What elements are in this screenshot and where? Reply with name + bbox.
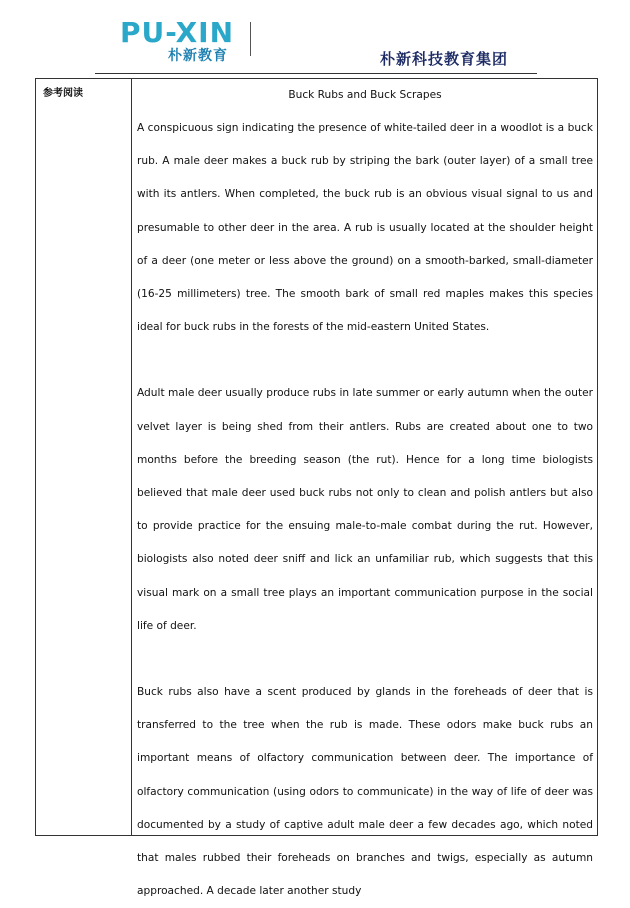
column-divider [131,79,132,835]
paragraph-2: Adult male deer usually produce rubs in late summer or early autumn when the outer velvet layer is being shed from their antlers. Rubs are created about one to two months before the breeding season (the rut). Hence for a long time biologists believed that male deer used buck rubs not only to clean and polish antlers but also to provide practice for the ensuing male-to-male combat during the rut. However, biologists also noted deer sniff and lick an unfamiliar rub, which suggests that this visual mark on a small tree plays an important communication purpose in the social life of deer. [137,387,593,632]
puxin-logo [120,16,245,64]
header-rule [95,73,537,74]
logo-subtitle: 朴新教育 [168,48,228,64]
paragraph-spacer [137,344,593,377]
reading-table [35,78,598,898]
brand-name: 朴新科技教育集团 [380,50,509,68]
paragraph-3: Buck rubs also have a scent produced by glands in the foreheads of deer that is transferred to the tree when the rub is made. These odors make buck rubs an important means of olfactory communication between deer. The importance of olfactory communication (using odors to communicate) in the way of life of deer was documented by a study of captive adult male deer a few decades ago, which noted that males rubbed their foreheads on branches and twigs, especially as autumn approached. A decade later another study [137,686,593,898]
section-label: 参考阅读 [43,88,83,99]
paragraph-spacer [137,643,593,676]
logo-wordmark: PU-XIN [120,16,235,49]
passage-title: Buck Rubs and Buck Scrapes [288,89,442,101]
page-header [0,0,630,80]
logo-divider [250,22,251,56]
reading-content [137,79,593,908]
paragraph-1: A conspicuous sign indicating the presence of white-tailed deer in a woodlot is a buck rub. A male deer makes a buck rub by striping the bark (outer layer) of a small tree with its antlers. When completed, the buck rub is an obvious visual signal to us and presumable to other deer in the area. A rub is usually located at the shoulder height of a deer (one meter or less above the ground) on a smooth-barked, small-diameter (16-25 millimeters) tree. The smooth bark of small red maples makes this species ideal for buck rubs in the forests of the mid-eastern United States. [137,122,593,334]
